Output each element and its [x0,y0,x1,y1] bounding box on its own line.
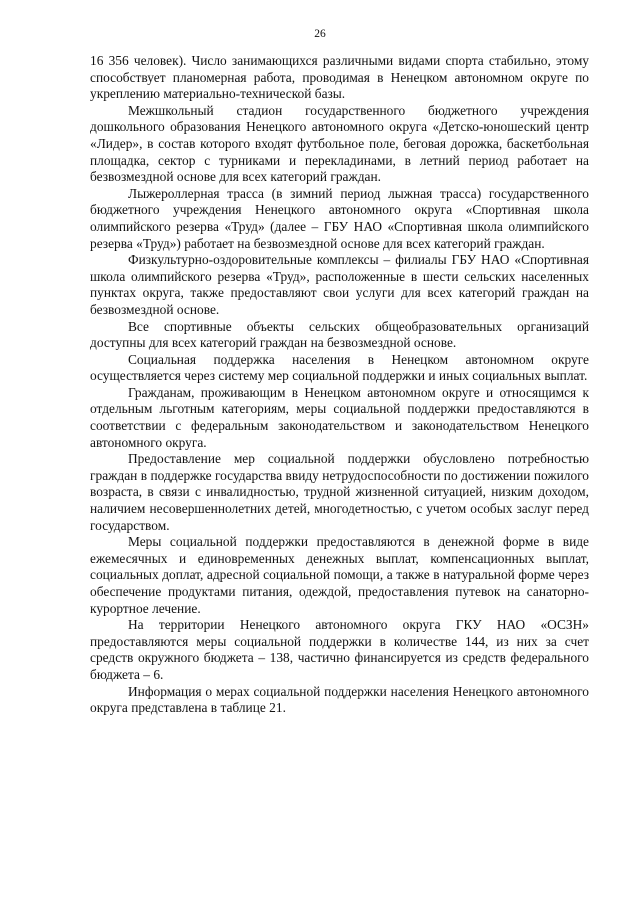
paragraph-ski-roller-track: Лыжероллерная трасса (в зимний период лыжная трасса) государственного бюджетного учреждения Ненецкого автономного округа «Спортивная школа олимпийского резерва «Труд» (далее – ГБУ НАО «Спортивная школа олимпийского резерва «Труд») работает на безвозмездной основе для всех категорий граждан. [90,185,589,251]
paragraph-rural-school-facilities: Все спортивные объекты сельских общеобразовательных организаций доступны для всех категорий граждан на безвозмездной основе. [90,318,589,351]
paragraph-support-forms: Меры социальной поддержки предоставляются в денежной форме в виде ежемесячных и единовременных денежных выплат, компенсационных выплат, социальных доплат, адресной социальной помощи, а также в натуральной форме через обеспечение продуктами питания, одеждой, предоставления путевок на санаторно-курортное лечение. [90,534,589,616]
paragraph-school-stadium: Межшкольный стадион государственного бюджетного учреждения дошкольного образования Ненецкого автономного округа «Детско-юношеский центр «Лидер», в состав которого входят футбольное поле, беговая дорожка, баскетбольная площадка, сектор с турниками и перекладинами, в летний период работает на безвозмездной основе для всех категорий граждан. [90,102,589,185]
paragraph-sports-participation: 16 356 человек). Число занимающихся различными видами спорта стабильно, этому способствует планомерная работа, проводимая в Ненецком автономном округе по укреплению материально-технической базы. [90,53,589,102]
paragraph-preferential-categories: Гражданам, проживающим в Ненецком автономном округе и относящимся к отдельным льготным категориям, меры социальной поддержки предоставляются в соответствии с федеральным законодательством и законодательством Ненецкого автономного округа. [90,384,589,450]
document-body [90,53,589,717]
paragraph-social-support-system: Социальная поддержка населения в Ненецком автономном округе осуществляется через систему мер социальной поддержки и иных социальных выплат. [90,351,589,384]
paragraph-table-reference: Информация о мерах социальной поддержки населения Ненецкого автономного округа представлена в таблице 21. [90,683,589,716]
paragraph-support-measures-count: На территории Ненецкого автономного округа ГКУ НАО «ОСЗН» предоставляются меры социальной поддержки в количестве 144, из них за счет средств окружного бюджета – 138, частично финансируется из средств федерального бюджета – 6. [90,617,589,682]
page-number: 26 [314,28,326,40]
paragraph-support-grounds: Предоставление мер социальной поддержки обусловлено потребностью граждан в поддержке государства ввиду нетрудоспособности по достижении пожилого возраста, в связи с инвалидностью, трудной жизненной ситуацией, низким доходом, наличием несовершеннолетних детей, многодетностью, с учетом особых заслуг перед государством. [90,451,589,533]
paragraph-fitness-complexes: Физкультурно-оздоровительные комплексы – филиалы ГБУ НАО «Спортивная школа олимпийского резерва «Труд», расположенные в шести сельских населенных пунктах округа, также предоставляют свои услуги для всех категорий граждан на безвозмездной основе. [90,252,589,317]
